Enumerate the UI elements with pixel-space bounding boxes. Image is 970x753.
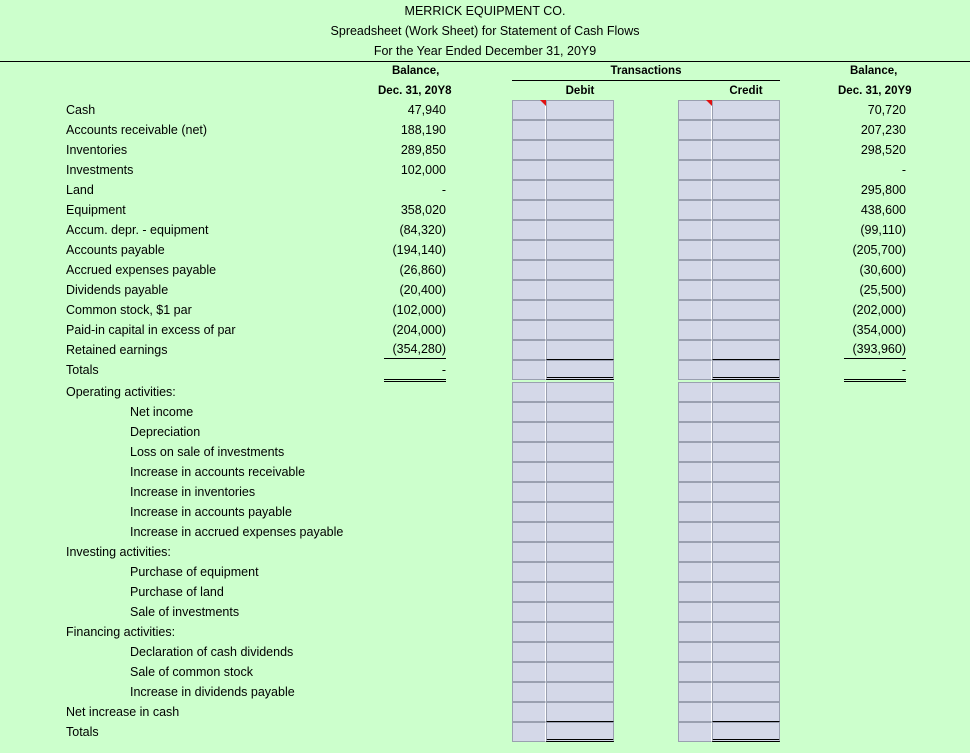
row-label: Totals (66, 363, 99, 377)
credit-amount-cell[interactable] (712, 582, 780, 602)
worksheet-title: Spreadsheet (Work Sheet) for Statement of Cash Flows (330, 24, 640, 38)
end-balance: (205,700) (852, 243, 906, 257)
credit-amount-cell[interactable] (712, 160, 780, 180)
debit-amount-cell[interactable] (546, 382, 614, 402)
debit-amount-cell[interactable] (546, 360, 614, 380)
debit-ref-cell[interactable] (512, 340, 546, 360)
debit-ref-cell[interactable] (512, 180, 546, 200)
row-label: Purchase of land (130, 585, 224, 599)
debit-ref-cell[interactable] (512, 382, 546, 402)
debit-ref-cell[interactable] (512, 280, 546, 300)
credit-ref-cell[interactable] (678, 602, 712, 622)
credit-amount-cell[interactable] (712, 622, 780, 642)
debit-ref-cell[interactable] (512, 502, 546, 522)
row-label: Paid-in capital in excess of par (66, 323, 236, 337)
col-debit: Debit (565, 85, 595, 97)
debit-ref-cell[interactable] (512, 120, 546, 140)
row-label: Increase in accounts payable (130, 505, 292, 519)
debit-amount-cell[interactable] (546, 160, 614, 180)
begin-balance: 358,020 (400, 203, 446, 217)
credit-amount-cell[interactable] (712, 320, 780, 340)
credit-ref-cell[interactable] (678, 622, 712, 642)
begin-balance: 188,190 (400, 123, 446, 137)
credit-ref-cell[interactable] (678, 382, 712, 402)
credit-amount-cell[interactable] (712, 462, 780, 482)
debit-amount-cell[interactable] (546, 522, 614, 542)
row-label: Cash (66, 103, 96, 117)
begin-balance: (26,860) (399, 263, 446, 277)
row-label: Land (66, 183, 94, 197)
row-label: Accounts payable (66, 243, 165, 257)
debit-amount-cell[interactable] (546, 722, 614, 742)
credit-amount-cell[interactable] (712, 382, 780, 402)
credit-amount-cell[interactable] (712, 260, 780, 280)
credit-ref-cell[interactable] (678, 340, 712, 360)
credit-ref-cell[interactable] (678, 722, 712, 742)
credit-ref-cell[interactable] (678, 462, 712, 482)
row-label: Sale of investments (130, 605, 240, 619)
credit-ref-cell[interactable] (678, 360, 712, 380)
debit-amount-cell[interactable] (546, 462, 614, 482)
debit-amount-cell[interactable] (546, 642, 614, 662)
begin-balance: 289,850 (400, 143, 446, 157)
debit-amount-cell[interactable] (546, 320, 614, 340)
debit-amount-cell[interactable] (546, 340, 614, 360)
credit-ref-cell[interactable] (678, 422, 712, 442)
credit-amount-cell[interactable] (712, 140, 780, 160)
credit-amount-cell[interactable] (712, 502, 780, 522)
credit-ref-cell[interactable] (678, 502, 712, 522)
begin-balance: 47,940 (407, 103, 446, 117)
credit-amount-cell[interactable] (712, 422, 780, 442)
debit-ref-cell[interactable] (512, 402, 546, 422)
debit-amount-cell[interactable] (546, 562, 614, 582)
header-rule (0, 61, 970, 62)
credit-ref-cell[interactable] (678, 300, 712, 320)
col-transactions: Transactions (610, 65, 682, 77)
end-balance: (30,600) (859, 263, 906, 277)
debit-amount-cell[interactable] (546, 280, 614, 300)
end-balance: 295,800 (860, 183, 906, 197)
col-begin-balance-label: Balance, (392, 65, 440, 77)
debit-ref-cell[interactable] (512, 160, 546, 180)
credit-amount-cell[interactable] (712, 240, 780, 260)
col-end-balance-date: Dec. 31, 20Y9 (838, 85, 912, 97)
row-label: Loss on sale of investments (130, 445, 285, 459)
row-label: Investments (66, 163, 134, 177)
debit-ref-cell[interactable] (512, 622, 546, 642)
debit-amount-cell[interactable] (546, 260, 614, 280)
row-label: Retained earnings (66, 343, 168, 357)
credit-amount-cell[interactable] (712, 602, 780, 622)
begin-balance: - (441, 183, 446, 197)
row-label: Increase in inventories (130, 485, 256, 499)
col-credit: Credit (729, 85, 763, 97)
credit-amount-cell[interactable] (712, 482, 780, 502)
credit-amount-cell[interactable] (712, 340, 780, 360)
section-heading: Financing activities: (66, 625, 176, 639)
credit-ref-cell[interactable] (678, 702, 712, 722)
credit-ref-cell[interactable] (678, 642, 712, 662)
debit-amount-cell[interactable] (546, 602, 614, 622)
end-balance: 438,600 (860, 203, 906, 217)
credit-amount-cell[interactable] (712, 100, 780, 120)
debit-ref-cell[interactable] (512, 462, 546, 482)
debit-ref-cell[interactable] (512, 220, 546, 240)
credit-amount-cell[interactable] (712, 120, 780, 140)
credit-amount-cell[interactable] (712, 722, 780, 742)
debit-ref-cell[interactable] (512, 422, 546, 442)
begin-balance: (194,140) (392, 243, 446, 257)
end-balance: (202,000) (852, 303, 906, 317)
credit-ref-cell[interactable] (678, 562, 712, 582)
debit-ref-cell[interactable] (512, 702, 546, 722)
col-end-balance-label: Balance, (850, 65, 898, 77)
begin-balance: (204,000) (392, 323, 446, 337)
credit-amount-cell[interactable] (712, 702, 780, 722)
credit-amount-cell[interactable] (712, 642, 780, 662)
row-label: Equipment (66, 203, 126, 217)
begin-balance: 102,000 (400, 163, 446, 177)
credit-ref-cell[interactable] (678, 240, 712, 260)
end-balance: (25,500) (859, 283, 906, 297)
end-balance: (354,000) (852, 323, 906, 337)
debit-amount-cell[interactable] (546, 482, 614, 502)
debit-ref-cell[interactable] (512, 722, 546, 742)
debit-amount-cell[interactable] (546, 682, 614, 702)
credit-amount-cell[interactable] (712, 220, 780, 240)
row-label: Depreciation (130, 425, 201, 439)
debit-ref-cell[interactable] (512, 200, 546, 220)
company-name: MERRICK EQUIPMENT CO. (404, 4, 566, 18)
row-label: Accum. depr. - equipment (66, 223, 209, 237)
begin-balance: (354,280) (384, 341, 446, 359)
credit-ref-cell[interactable] (678, 160, 712, 180)
debit-ref-cell[interactable] (512, 240, 546, 260)
row-label: Common stock, $1 par (66, 303, 192, 317)
row-label: Sale of common stock (130, 665, 253, 679)
credit-ref-cell[interactable] (678, 200, 712, 220)
end-balance: 70,720 (867, 103, 906, 117)
row-label: Declaration of cash dividends (130, 645, 294, 659)
col-begin-balance-date: Dec. 31, 20Y8 (378, 85, 452, 97)
credit-ref-cell[interactable] (678, 682, 712, 702)
row-label: Increase in accrued expenses payable (130, 525, 344, 539)
begin-balance: - (384, 361, 446, 382)
credit-ref-cell[interactable] (678, 320, 712, 340)
debit-amount-cell[interactable] (546, 140, 614, 160)
row-label: Increase in dividends payable (130, 685, 295, 699)
row-label: Accounts receivable (net) (66, 123, 208, 137)
debit-ref-cell[interactable] (512, 662, 546, 682)
credit-ref-cell[interactable] (678, 442, 712, 462)
debit-amount-cell[interactable] (546, 100, 614, 120)
debit-amount-cell[interactable] (546, 200, 614, 220)
credit-amount-cell[interactable] (712, 360, 780, 380)
row-label: Increase in accounts receivable (130, 465, 306, 479)
credit-amount-cell[interactable] (712, 542, 780, 562)
debit-ref-cell[interactable] (512, 682, 546, 702)
credit-amount-cell[interactable] (712, 662, 780, 682)
end-balance: 207,230 (860, 123, 906, 137)
debit-amount-cell[interactable] (546, 622, 614, 642)
debit-ref-cell[interactable] (512, 300, 546, 320)
row-label: Totals (66, 725, 99, 739)
debit-amount-cell[interactable] (546, 702, 614, 722)
credit-ref-cell[interactable] (678, 482, 712, 502)
debit-amount-cell[interactable] (546, 402, 614, 422)
debit-ref-cell[interactable] (512, 442, 546, 462)
row-label: Net income (130, 405, 194, 419)
debit-ref-cell[interactable] (512, 320, 546, 340)
debit-ref-cell[interactable] (512, 562, 546, 582)
credit-amount-cell[interactable] (712, 682, 780, 702)
debit-ref-cell[interactable] (512, 260, 546, 280)
debit-ref-cell[interactable] (512, 542, 546, 562)
begin-balance: (84,320) (399, 223, 446, 237)
debit-amount-cell[interactable] (546, 542, 614, 562)
credit-amount-cell[interactable] (712, 442, 780, 462)
credit-ref-cell[interactable] (678, 402, 712, 422)
debit-amount-cell[interactable] (546, 180, 614, 200)
debit-amount-cell[interactable] (546, 442, 614, 462)
credit-ref-cell[interactable] (678, 280, 712, 300)
worksheet-period: For the Year Ended December 31, 20Y9 (373, 44, 597, 58)
begin-balance: (102,000) (392, 303, 446, 317)
credit-amount-cell[interactable] (712, 522, 780, 542)
credit-ref-cell[interactable] (678, 522, 712, 542)
credit-amount-cell[interactable] (712, 300, 780, 320)
debit-ref-cell[interactable] (512, 482, 546, 502)
debit-ref-cell[interactable] (512, 140, 546, 160)
debit-ref-cell[interactable] (512, 360, 546, 380)
row-label: Net increase in cash (66, 705, 180, 719)
credit-amount-cell[interactable] (712, 562, 780, 582)
credit-ref-cell[interactable] (678, 582, 712, 602)
end-balance: (99,110) (860, 223, 906, 237)
row-label: Inventories (66, 143, 128, 157)
end-balance: - (901, 163, 906, 177)
credit-amount-cell[interactable] (712, 180, 780, 200)
credit-amount-cell[interactable] (712, 402, 780, 422)
credit-ref-cell[interactable] (678, 120, 712, 140)
debit-amount-cell[interactable] (546, 120, 614, 140)
debit-amount-cell[interactable] (546, 662, 614, 682)
debit-ref-cell[interactable] (512, 582, 546, 602)
credit-amount-cell[interactable] (712, 200, 780, 220)
debit-amount-cell[interactable] (546, 502, 614, 522)
credit-ref-cell[interactable] (678, 140, 712, 160)
section-heading: Investing activities: (66, 545, 171, 559)
credit-ref-cell[interactable] (678, 542, 712, 562)
debit-ref-cell[interactable] (512, 602, 546, 622)
row-label: Accrued expenses payable (66, 263, 217, 277)
row-label: Purchase of equipment (130, 565, 259, 579)
credit-ref-cell[interactable] (678, 260, 712, 280)
debit-ref-cell[interactable] (512, 642, 546, 662)
end-balance: 298,520 (860, 143, 906, 157)
credit-amount-cell[interactable] (712, 280, 780, 300)
transactions-rule (512, 80, 780, 81)
debit-amount-cell[interactable] (546, 240, 614, 260)
end-balance: - (844, 361, 906, 382)
credit-ref-cell[interactable] (678, 180, 712, 200)
row-label: Dividends payable (66, 283, 169, 297)
debit-amount-cell[interactable] (546, 220, 614, 240)
debit-ref-cell[interactable] (512, 522, 546, 542)
debit-amount-cell[interactable] (546, 582, 614, 602)
credit-ref-cell[interactable] (678, 220, 712, 240)
section-heading: Operating activities: (66, 385, 176, 399)
begin-balance: (20,400) (399, 283, 446, 297)
end-balance: (393,960) (844, 341, 906, 359)
debit-amount-cell[interactable] (546, 300, 614, 320)
credit-ref-cell[interactable] (678, 662, 712, 682)
debit-amount-cell[interactable] (546, 422, 614, 442)
